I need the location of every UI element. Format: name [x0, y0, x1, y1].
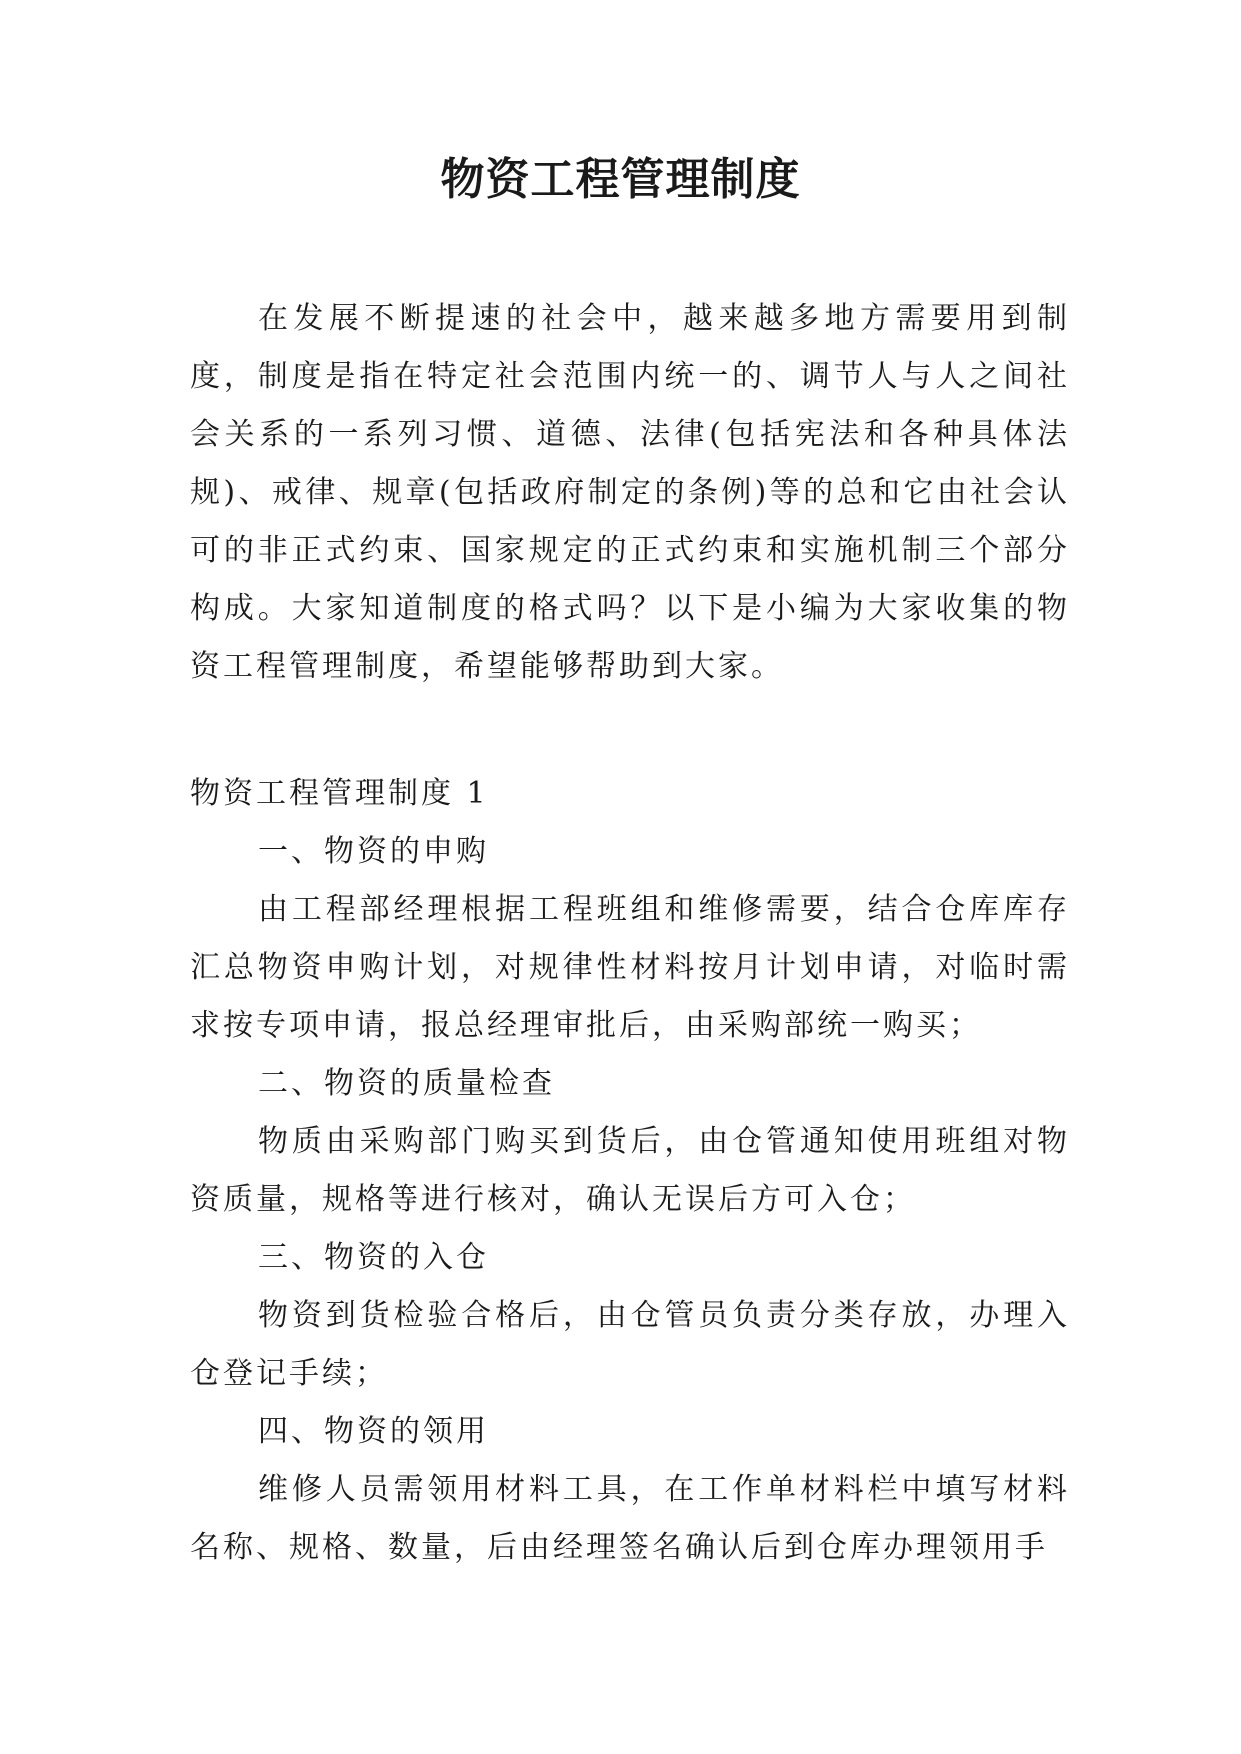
section-title: 物资工程管理制度 1: [190, 776, 489, 811]
paragraph-warehousing: 物资到货检验合格后，由仓管员负责分类存放，办理入仓登记手续；: [190, 1298, 1070, 1391]
paragraph-quality-check: 物质由采购部门购买到货后，由仓管通知使用班组对物资质量，规格等进行核对，确认无误后方可入仓；: [190, 1124, 1070, 1217]
heading-requisition: 四、物资的领用: [258, 1414, 489, 1449]
heading-purchase-request: 一、物资的申购: [258, 834, 489, 869]
paragraph-purchase-request: 由工程部经理根据工程班组和维修需要，结合仓库库存汇总物资申购计划，对规律性材料按月计划申请，对临时需求按专项申请，报总经理审批后，由采购部统一购买；: [190, 892, 1070, 1043]
heading-quality-check: 二、物资的质量检查: [258, 1066, 555, 1101]
intro-paragraph: 在发展不断提速的社会中，越来越多地方需要用到制度，制度是指在特定社会范围内统一的、调节人与人之间社会关系的一系列习惯、道德、法律(包括宪法和各种具体法规)、戒律、规章(包括政府制定的条例)等的总和它由社会认可的非正式约束、国家规定的正式约束和实施机制三个部分构成。大家知道制度的格式吗？以下是小编为大家收集的物资工程管理制度，希望能够帮助到大家。: [190, 301, 1070, 684]
section-content: [190, 765, 1070, 1577]
document-title: 物资工程管理制度: [440, 154, 801, 205]
paragraph-requisition: 维修人员需领用材料工具，在工作单材料栏中填写材料名称、规格、数量，后由经理签名确认后到仓库办理领用手: [190, 1472, 1070, 1565]
heading-warehousing: 三、物资的入仓: [258, 1240, 489, 1275]
